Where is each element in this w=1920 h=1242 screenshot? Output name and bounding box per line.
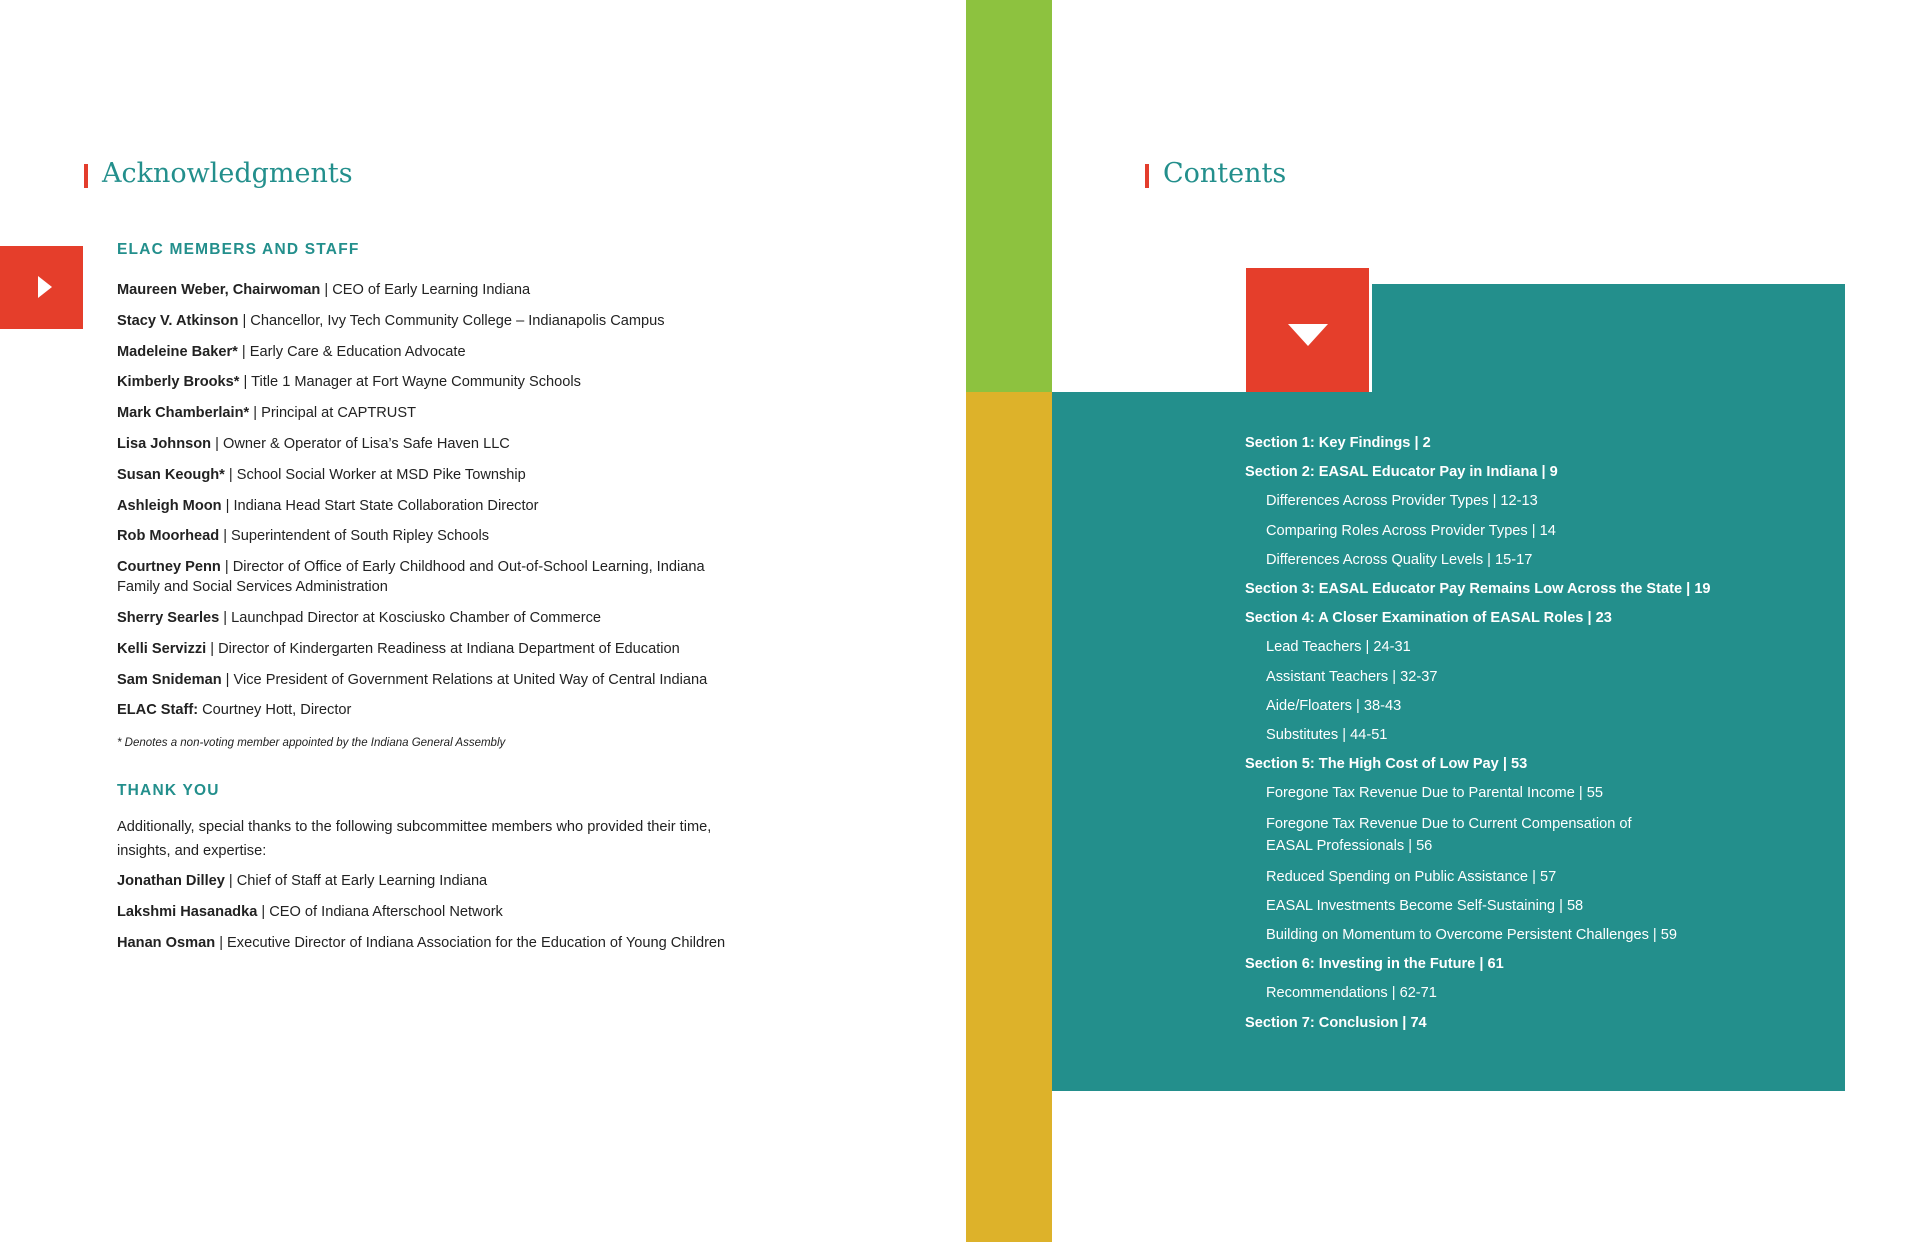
member-role: | Vice President of Government Relations at United Way of Central Indiana xyxy=(221,671,708,688)
members-heading: ELAC MEMBERS AND STAFF xyxy=(117,241,360,258)
member-entry xyxy=(117,342,837,362)
member-role: | Director of Kindergarten Readiness at Indiana Department of Education xyxy=(206,640,680,657)
toc-section-entry: Section 4: A Closer Examination of EASAL Roles | 23 xyxy=(1245,610,1612,627)
member-name: Jonathan Dilley xyxy=(117,873,225,889)
yellow-band xyxy=(966,392,1052,1242)
member-entry xyxy=(117,871,877,891)
toc-section-entry: Section 1: Key Findings | 2 xyxy=(1245,435,1431,451)
toc-subsection-entry: Foregone Tax Revenue Due to Parental Income | 55 xyxy=(1266,785,1603,802)
toc-subsection-entry: Substitutes | 44-51 xyxy=(1266,726,1388,743)
member-name: Ashleigh Moon xyxy=(117,497,222,514)
member-name: Lisa Johnson xyxy=(117,435,212,452)
member-name: Kelli Servizzi xyxy=(117,640,207,657)
contents-marker xyxy=(1246,268,1369,392)
toc-section-entry: Section 7: Conclusion | 74 xyxy=(1245,1014,1427,1031)
member-name: Kimberly Brooks* xyxy=(117,374,240,391)
member-entry xyxy=(117,933,877,953)
member-name: Susan Keough* xyxy=(117,466,225,483)
member-entry xyxy=(117,311,837,331)
member-role: | Executive Director of Indiana Association for the Education of Young Children xyxy=(215,935,726,951)
member-entry xyxy=(117,557,707,597)
toc-subsection-entry: EASAL Investments Become Self-Sustaining | 58 xyxy=(1266,897,1584,914)
member-role: | Director of Office of Early Childhood and Out-of-School Learning, Indiana Family and Social Services Administration xyxy=(117,559,705,596)
member-role: | Launchpad Director at Kosciusko Chamber of Commerce xyxy=(219,609,602,626)
contents-panel-top xyxy=(1372,284,1845,392)
member-name: Courtney Penn xyxy=(117,559,221,576)
green-band xyxy=(966,0,1052,392)
toc-subsection-entry: Reduced Spending on Public Assistance | 57 xyxy=(1266,868,1557,885)
members-list xyxy=(117,280,837,731)
member-name: Rob Moorhead xyxy=(117,528,220,545)
member-role: | Indiana Head Start State Collaboration Director xyxy=(221,497,539,514)
toc-section-entry: Section 3: EASAL Educator Pay Remains Low Across the State | 19 xyxy=(1245,580,1711,597)
member-name: Madeleine Baker* xyxy=(117,343,238,360)
page-tab-marker xyxy=(0,246,83,329)
toc-subsection-entry: Comparing Roles Across Provider Types | 14 xyxy=(1266,522,1556,539)
thanks-heading: THANK YOU xyxy=(117,782,220,799)
contents-title: Contents xyxy=(1145,158,1286,189)
table-of-contents xyxy=(1245,434,1805,1043)
member-role: | Chief of Staff at Early Learning Indiana xyxy=(224,873,488,889)
member-entry xyxy=(117,902,877,922)
acknowledgments-title: Acknowledgments xyxy=(84,158,353,189)
member-entry xyxy=(117,608,837,628)
member-role: | Superintendent of South Ripley Schools xyxy=(219,528,490,545)
member-entry xyxy=(117,639,837,659)
toc-subsection-entry: Recommendations | 62-71 xyxy=(1266,985,1437,1002)
member-role: | CEO of Early Learning Indiana xyxy=(320,282,531,298)
member-entry xyxy=(117,670,837,690)
down-arrow-icon xyxy=(1288,324,1328,346)
member-name: ELAC Staff: xyxy=(117,702,199,719)
footnote: * Denotes a non-voting member appointed by the Indiana General Assembly xyxy=(117,737,506,749)
member-entry xyxy=(117,372,837,392)
toc-subsection-entry: Differences Across Provider Types | 12-13 xyxy=(1266,493,1538,510)
member-role: | Title 1 Manager at Fort Wayne Community Schools xyxy=(239,374,581,391)
member-role: | Early Care & Education Advocate xyxy=(237,343,466,360)
toc-section-entry: Section 5: The High Cost of Low Pay | 53 xyxy=(1245,756,1528,773)
toc-subsection-entry: Assistant Teachers | 32-37 xyxy=(1266,668,1438,685)
member-name: Mark Chamberlain* xyxy=(117,405,250,422)
member-role: | Principal at CAPTRUST xyxy=(249,405,416,422)
toc-subsection-entry: Differences Across Quality Levels | 15-17 xyxy=(1266,551,1533,568)
member-role: | Chancellor, Ivy Tech Community College – Indianapolis Campus xyxy=(238,312,665,329)
member-name: Sherry Searles xyxy=(117,609,220,626)
toc-section-entry: Section 6: Investing in the Future | 61 xyxy=(1245,956,1504,973)
toc-subsection-entry: Foregone Tax Revenue Due to Current Compensation of EASAL Professionals | 56 xyxy=(1266,816,1632,855)
member-entry xyxy=(117,465,837,485)
member-role: | Owner & Operator of Lisa’s Safe Haven LLC xyxy=(211,435,510,452)
member-entry xyxy=(117,526,837,546)
member-entry xyxy=(117,403,837,423)
member-entry xyxy=(117,700,837,720)
member-entry xyxy=(117,280,837,300)
member-role: | School Social Worker at MSD Pike Township xyxy=(224,466,526,483)
toc-subsection-entry: Lead Teachers | 24-31 xyxy=(1266,639,1411,656)
thanks-intro: Additionally, special thanks to the following subcommittee members who provided their time, insights, and expertise: xyxy=(117,819,712,859)
toc-subsection-entry: Aide/Floaters | 38-43 xyxy=(1266,697,1402,714)
toc-subsection-entry: Building on Momentum to Overcome Persistent Challenges | 59 xyxy=(1266,927,1677,943)
member-role: Courtney Hott, Director xyxy=(198,702,352,719)
play-arrow-icon xyxy=(38,276,52,298)
member-name: Stacy V. Atkinson xyxy=(117,312,239,329)
member-name: Lakshmi Hasanadka xyxy=(117,904,258,920)
member-name: Maureen Weber, Chairwoman xyxy=(117,282,321,298)
thanks-list xyxy=(117,871,877,964)
member-name: Sam Snideman xyxy=(117,671,222,688)
member-role: | CEO of Indiana Afterschool Network xyxy=(257,904,503,920)
member-name: Hanan Osman xyxy=(117,935,216,951)
member-entry xyxy=(117,496,837,516)
toc-section-entry: Section 2: EASAL Educator Pay in Indiana | 9 xyxy=(1245,464,1558,481)
member-entry xyxy=(117,434,837,454)
